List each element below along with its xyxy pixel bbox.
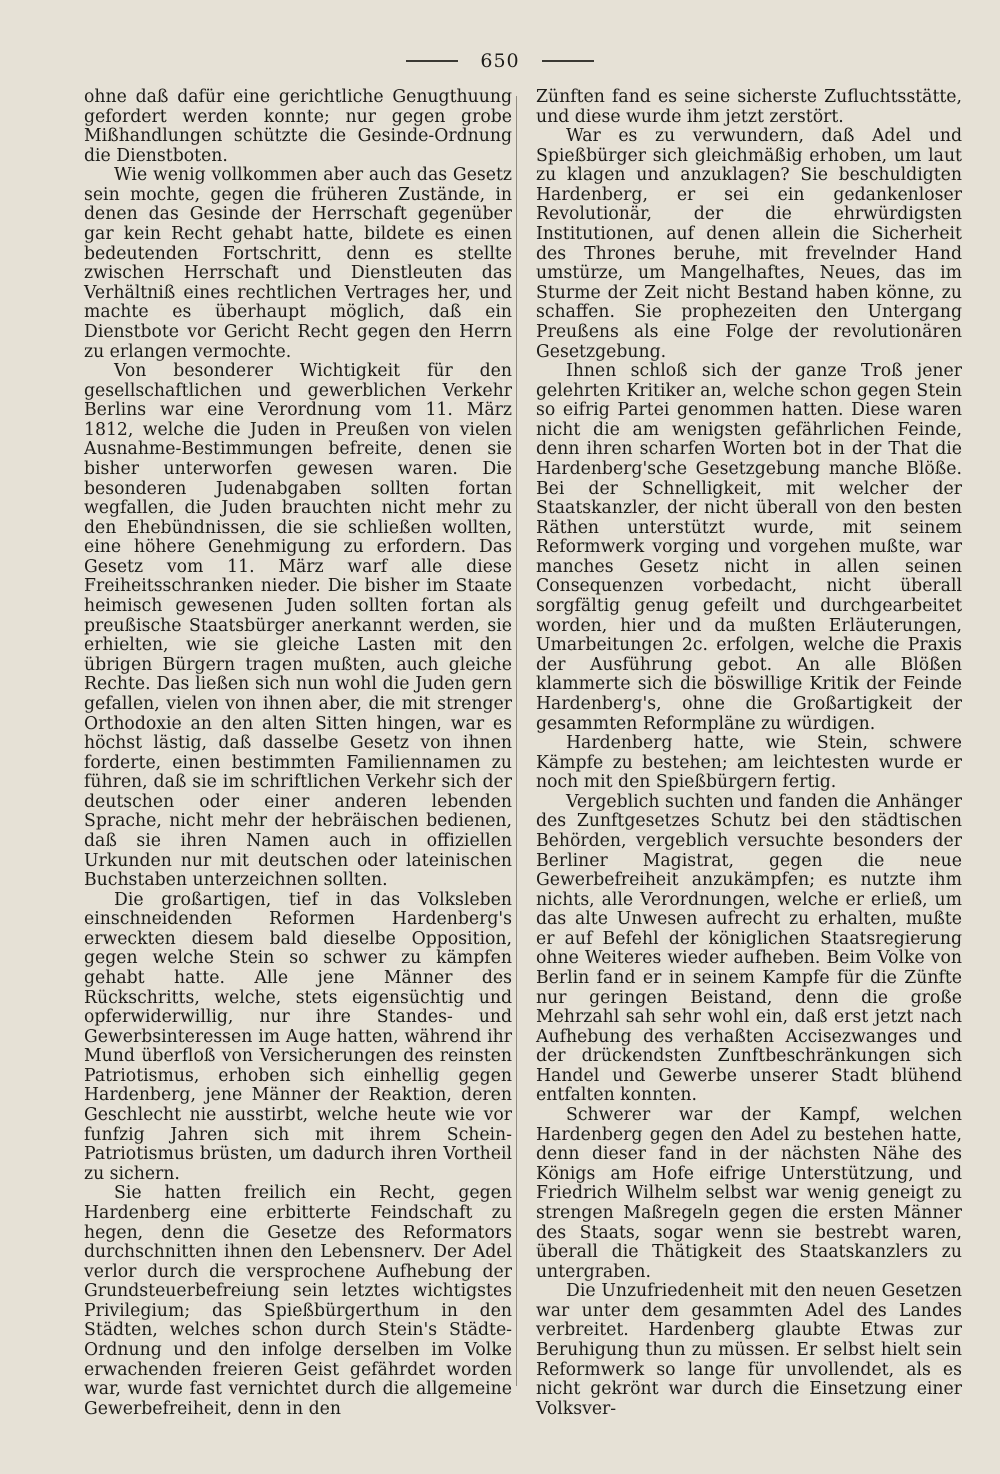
paragraph: Schwerer war der Kampf, welchen Hardenberg gegen den Adel zu bestehen hatte, denn dieser fand in der nächsten Nähe des Königs am Hofe eifrige Unterstützung, und Friedrich Wilhelm selbst war wenig geneigt zu strengen Maßregeln gegen die ersten Männer des Staats, sogar wenn sie bestrebt waren, überall die Thätigkeit des Staatskanzlers zu untergraben. xyxy=(536,1105,962,1282)
paragraph: Hardenberg hatte, wie Stein, schwere Kämpfe zu bestehen; am leichtesten wurde er noch mit den Spießbürgern fertig. xyxy=(536,733,962,793)
right-column xyxy=(536,88,962,1419)
page-header xyxy=(0,46,1000,76)
paragraph: Sie hatten freilich ein Recht, gegen Hardenberg eine erbitterte Feindschaft zu hegen, denn die Gesetze des Reformators durchschnitten ihnen den Lebensnerv. Der Adel verlor durch die versprochene Aufhebung der Grundsteuerbefreiung sein letztes wichtigstes Privilegium; das Spießbürgerthum in den Städten, welches schon durch Stein's Städte-Ordnung und den infolge derselben im Volke erwachenden freieren Geist gefährdet worden war, wurde fast vernichtet durch die allgemeine Gewerbefreiheit, denn in den xyxy=(84,1183,512,1419)
column-divider xyxy=(516,96,517,1386)
header-rule-right xyxy=(542,60,594,62)
paragraph: Vergeblich suchten und fanden die Anhänger des Zunftgesetzes Schutz bei den städtischen Behörden, vergeblich versuchte besonders der Berliner Magistrat, gegen die neue Gewerbefreiheit anzukämpfen; es nutzte ihm nichts, alle Verordnungen, welche er erließ, um das alte Unwesen aufrecht zu erhalten, mußte er auf Befehl der königlichen Staatsregierung ohne Weiteres wieder aufheben. Beim Volke von Berlin fand er in seinem Kampfe für die Zünfte nur geringen Beistand, denn die große Mehrzahl sah sehr wohl ein, daß erst jetzt nach Aufhebung des verhaßten Accisezwanges und der drückendsten Zunftbeschränkungen sich Handel und Gewerbe unserer Stadt blühend entfalten konnten. xyxy=(536,791,962,1106)
paragraph: Wie wenig vollkommen aber auch das Gesetz sein mochte, gegen die früheren Zustände, in denen das Gesinde der Herrschaft gegenüber gar kein Recht gehabt hatte, bildete es einen bedeutenden Fortschritt, denn es stellte zwischen Herrschaft und Dienstleuten das Verhältniß eines rechtlichen Vertrages her, und machte es überhaupt möglich, daß ein Dienstbote vor Gericht Recht gegen den Herrn zu erlangen vermochte. xyxy=(84,165,512,362)
paragraph: War es zu verwundern, daß Adel und Spießbürger sich gleichmäßig erhoben, um laut zu klagen und anzuklagen? Sie beschuldigten Hardenberg, er sei ein gedankenloser Revolutionär, der die ehrwürdigsten Institutionen, auf denen allein die Sicherheit des Thrones beruhe, mit frevelnder Hand umstürze, um Mangelhaftes, Neues, das im Sturme der Zeit nicht Bestand haben könne, zu schaffen. Sie prophezeiten den Untergang Preußens als eine Folge der revolutionären Gesetzgebung. xyxy=(536,126,962,362)
paragraph: Die Unzufriedenheit mit den neuen Gesetzen war unter dem gesammten Adel des Landes verbreitet. Hardenberg glaubte Etwas zur Beruhigung thun zu müssen. Er selbst hielt sein Reformwerk so lange für unvollendet, als es nicht gekrönt war durch die Einsetzung einer Volksver- xyxy=(536,1281,962,1419)
paragraph: ohne daß dafür eine gerichtliche Genugthuung gefordert werden konnte; nur gegen grobe Mißhandlungen schützte die Gesinde-Ordnung die Dienstboten. xyxy=(84,87,512,166)
paragraph: Von besonderer Wichtigkeit für den gesellschaftlichen und gewerblichen Verkehr Berlins war eine Verordnung vom 11. März 1812, welche die Juden in Preußen von vielen Ausnahme-Bestimmungen befreite, denen sie bisher unterworfen gewesen waren. Die besonderen Judenabgaben sollten fortan wegfallen, die Juden brauchten nicht mehr zu den Ehebündnissen, die sie schließen wollten, eine höhere Genehmigung zu erfordern. Das Gesetz vom 11. März warf alle diese Freiheitsschranken nieder. Die bisher im Staate heimisch gewesenen Juden sollten fortan als preußische Staatsbürger anerkannt werden, sie erhielten, wie sie gleiche Lasten mit den übrigen Bürgern tragen mußten, auch gleiche Rechte. Das ließen sich nun wohl die Juden gern gefallen, vielen von ihnen aber, die mit strenger Orthodoxie an den alten Sitten hingen, war es höchst lästig, daß dasselbe Gesetz von ihnen forderte, einen bestimmten Familiennamen zu führen, daß sie im schriftlichen Verkehr sich der deutschen oder einer anderen lebenden Sprache, nicht mehr der hebräischen bedienen, daß sie ihren Namen auch in offiziellen Urkunden nur mit deutschen oder lateinischen Buchstaben unterzeichnen sollten. xyxy=(84,361,512,891)
left-column xyxy=(84,88,512,1419)
header-rule-left xyxy=(406,60,458,62)
paragraph: Zünften fand es seine sicherste Zufluchtsstätte, und diese wurde ihm jetzt zerstört. xyxy=(536,87,962,127)
paragraph: Die großartigen, tief in das Volksleben einschneidenden Reformen Hardenberg's erweckten diesem bald dieselbe Opposition, gegen welche Stein so schwer zu kämpfen gehabt hatte. Alle jene Männer des Rückschritts, welche, stets eigensüchtig und opferwiderwillig, nur ihre Standes- und Gewerbsinteressen im Auge hatten, während ihr Mund überfloß von Versicherungen des reinsten Patriotismus, erhoben sich einhellig gegen Hardenberg, jene Männer der Reaktion, deren Geschlecht nie ausstirbt, welche heute wie vor funfzig Jahren sich mit ihrem Schein-Patriotismus brüsten, um dadurch ihren Vortheil zu sichern. xyxy=(84,889,512,1184)
page-number: 650 xyxy=(480,50,520,72)
paragraph: Ihnen schloß sich der ganze Troß jener gelehrten Kritiker an, welche schon gegen Stein so eifrig Partei genommen hatten. Diese waren nicht die am wenigsten gefährlichen Feinde, denn ihren scharfen Worten bot in der That die Hardenberg'sche Gesetzgebung manche Blöße. Bei der Schnelligkeit, mit welcher der Staatskanzler, der nicht überall von den besten Räthen unterstützt wurde, mit seinem Reformwerk vorging und vorgehen mußte, war manches Gesetz nicht in allen seinen Consequenzen vorbedacht, nicht überall sorgfältig genug gefeilt und durchgearbeitet worden, hier und da mußten Erläuterungen, Umarbeitungen 2c. erfolgen, welche die Praxis der Ausführung gebot. An alle Blößen klammerte sich die böswillige Kritik der Feinde Hardenberg's, ohne die Großartigkeit der gesammten Reformpläne zu würdigen. xyxy=(536,361,962,734)
